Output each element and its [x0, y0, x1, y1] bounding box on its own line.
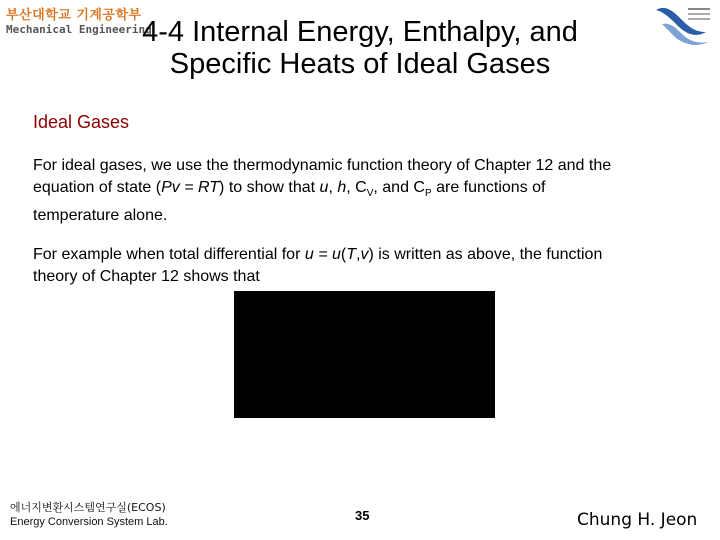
lab-name-english: Energy Conversion System Lab. — [10, 516, 168, 528]
p1-line2-b: ) to show that — [219, 179, 320, 196]
equation-image — [234, 291, 495, 418]
p1-line1: For ideal gases, we use the thermodynamic function theory of Chapter 12 and the — [33, 157, 612, 174]
p2-line1-b: is written as above, the function — [373, 246, 603, 263]
title-line-1: 4-4 Internal Energy, Enthalpy, and — [142, 16, 578, 48]
var-cp: $C_P$ — [413, 179, 432, 200]
lab-footer — [10, 501, 168, 529]
var-u: u — [319, 179, 329, 196]
equation-of-state: Pv = RT — [161, 179, 220, 196]
author-name: Chung H. Jeon — [577, 510, 698, 530]
logo-english-text: Mechanical Engineering — [6, 23, 152, 36]
title-line-2: Specific Heats of Ideal Gases — [169, 48, 551, 80]
paragraph-example: For example when total differential for u = u(T,v) is written as above, the function theory of Chapter 12 shows that — [33, 246, 603, 285]
p2-line2: theory of Chapter 12 shows that — [33, 268, 260, 285]
var-h: h — [337, 179, 347, 196]
p1-line2-c: are functions of — [431, 179, 546, 196]
lab-name-korean: 에너지변환시스템연구실(ECOS) — [10, 501, 166, 514]
p1-line3: temperature alone. — [33, 207, 168, 225]
var-cv: $C_V$ — [355, 179, 374, 200]
paragraph-ideal-gases: For ideal gases, we use the thermodynamic function theory of Chapter 12 and the equation of state (Pv = RT) to show that u, h, $C_V$, and $C_P$ are functions of temperature alone. — [33, 157, 612, 225]
page-number: 35 — [355, 508, 370, 523]
logo-korean-text: 부산대학교 기계공학부 — [6, 8, 142, 23]
p1-line2-a: equation of state ( — [33, 179, 162, 196]
page-title — [0, 16, 720, 80]
section-subtitle: Ideal Gases — [33, 112, 130, 132]
total-differential-eq: u = u — [304, 246, 341, 263]
p2-line1-a: For example when total differential for — [33, 246, 305, 263]
